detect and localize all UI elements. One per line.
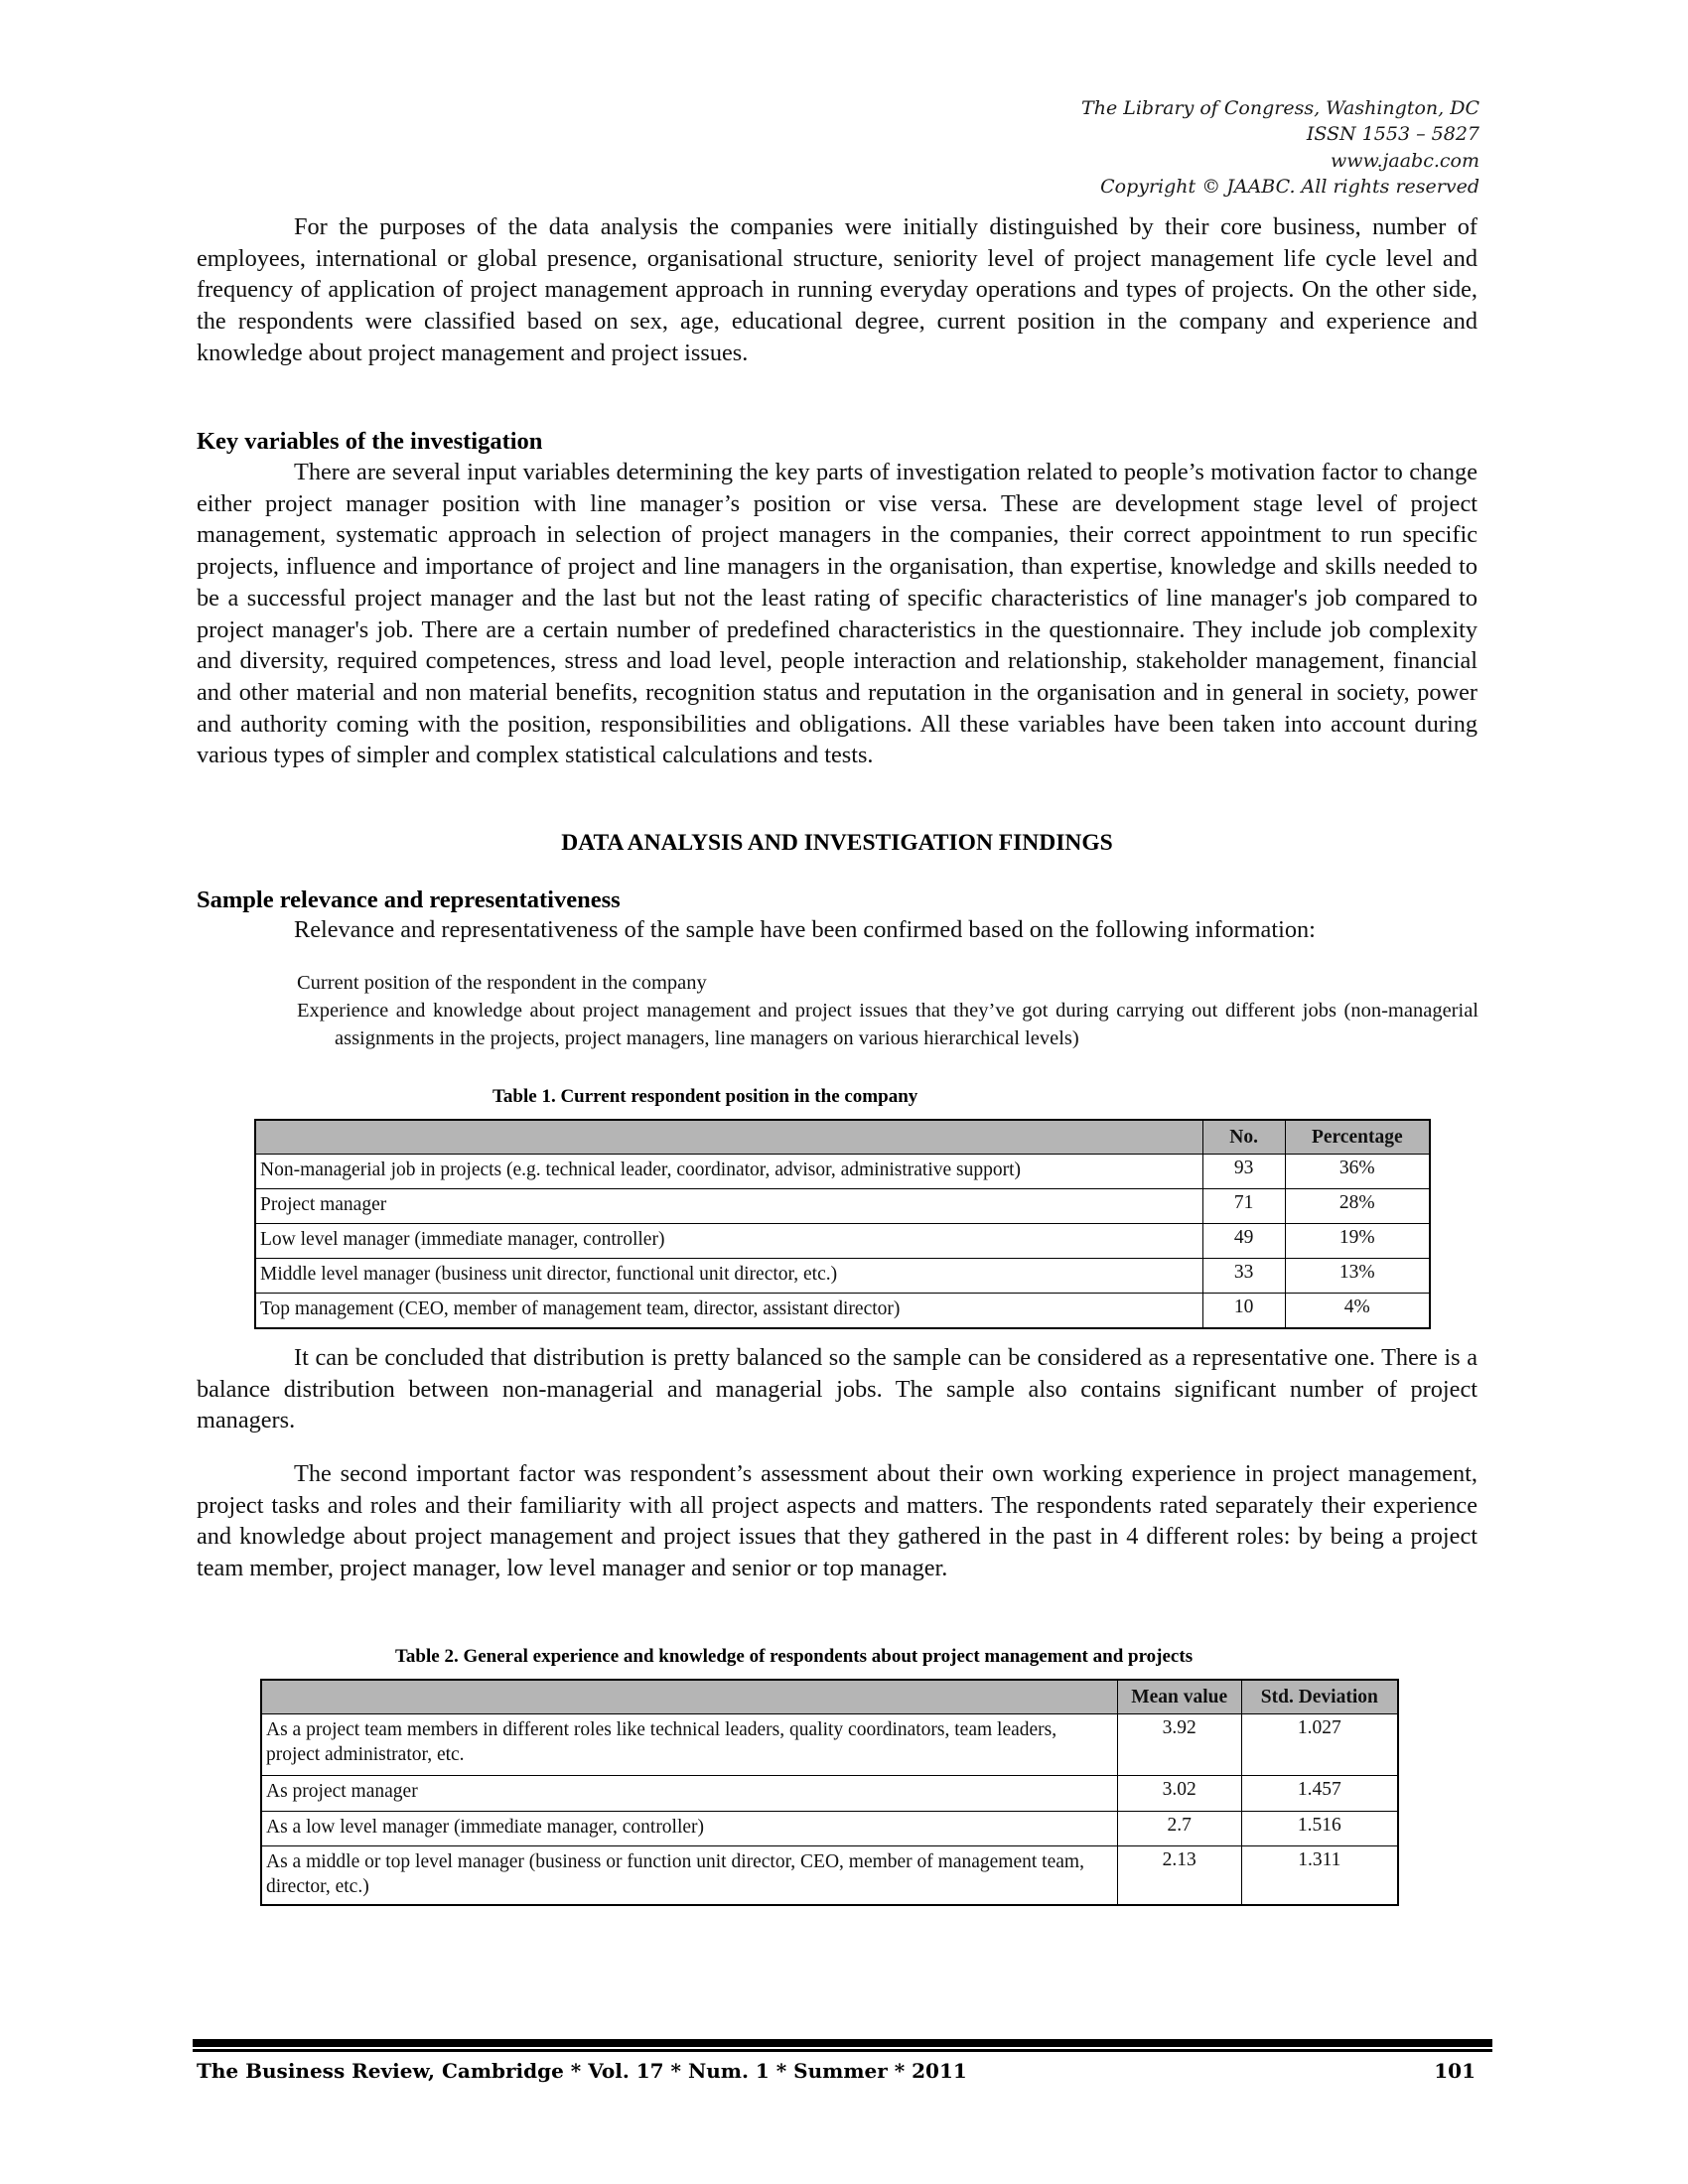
table1-cell-percentage: 4% — [1285, 1294, 1430, 1329]
table2-cell-role: As project manager — [261, 1776, 1117, 1812]
table1-cell-position: Project manager — [255, 1189, 1202, 1224]
paragraph-second-factor: The second important factor was respondent’s assessment about their own working experience in project management, project tasks and roles and their familiarity with all project aspects and matters. The respondents rated separately their experience and knowledge about project management and project issues that they gathered in the past in 4 different roles: by being a project team member, project manager, low level manager and senior or top manager. — [197, 1460, 1477, 1582]
table-row — [255, 1224, 1430, 1259]
table1-cell-position: Middle level manager (business unit director, functional unit director, etc.) — [255, 1259, 1202, 1294]
table2 — [260, 1679, 1399, 1906]
table2-cell-std: 1.457 — [1241, 1776, 1398, 1812]
table-row — [261, 1846, 1398, 1905]
table1-cell-percentage: 13% — [1285, 1259, 1430, 1294]
heading-sample-relevance: Sample relevance and representativeness — [197, 887, 621, 913]
header-line-website: www.jaabc.com — [1330, 149, 1479, 172]
table-row — [255, 1259, 1430, 1294]
table1-cell-position: Top management (CEO, member of management team, director, assistant director) — [255, 1294, 1202, 1329]
table1-caption: Table 1. Current respondent position in the company — [492, 1086, 918, 1107]
paragraph-key-variables: There are several input variables determining the key parts of investigation related to people’s motivation factor to change either project manager position with line manager’s position or vise versa. These are development stage level of project management, systematic approach in selection of project managers in the companies, their correct appointment to run specific projects, influence and importance of project and line managers in the organisation, than expertise, knowledge and skills needed to be a successful project manager and the last but not the least rating of specific characteristics of line manager's job compared to project manager's job. There are a certain number of predefined characteristics in the questionnaire. They include job complexity and diversity, required competences, stress and load level, people interaction and relationship, stakeholder management, financial and other material and non material benefits, recognition status and reputation in the organisation and in general in society, power and authority coming with the position, responsibilities and obligations. All these variables have been taken into account during various types of simpler and complex statistical calculations and tests. — [197, 459, 1477, 769]
list-item: Current position of the respondent in the company — [297, 972, 707, 994]
footer-rule-thick — [193, 2039, 1492, 2047]
footer-rule-thin — [193, 2049, 1492, 2052]
table2-cell-role: As a middle or top level manager (business or function unit director, CEO, member of management team, director, etc.) — [261, 1846, 1117, 1905]
table1-cell-count: 33 — [1202, 1259, 1285, 1294]
header-line-library: The Library of Congress, Washington, DC — [1081, 97, 1479, 119]
heading-key-variables: Key variables of the investigation — [197, 428, 543, 455]
page-number: 101 — [1434, 2059, 1476, 2083]
table1-header-percentage: Percentage — [1285, 1120, 1430, 1155]
footer-journal-info: The Business Review, Cambridge * Vol. 17 * Num. 1 * Summer * 2011 — [197, 2059, 967, 2083]
table2-cell-mean: 3.02 — [1117, 1776, 1241, 1812]
table2-cell-std: 1.311 — [1241, 1846, 1398, 1905]
table1-cell-position: Low level manager (immediate manager, controller) — [255, 1224, 1202, 1259]
table1-cell-position: Non-managerial job in projects (e.g. technical leader, coordinator, advisor, administrative support) — [255, 1155, 1202, 1189]
table-row — [261, 1776, 1398, 1812]
section-heading: DATA ANALYSIS AND INVESTIGATION FINDINGS — [561, 830, 1113, 856]
table1-header-count: No. — [1202, 1120, 1285, 1155]
table1-cell-percentage: 19% — [1285, 1224, 1430, 1259]
table2-cell-role: As a low level manager (immediate manager, controller) — [261, 1812, 1117, 1846]
table1-cell-count: 71 — [1202, 1189, 1285, 1224]
table1-cell-count: 10 — [1202, 1294, 1285, 1329]
table1-cell-percentage: 36% — [1285, 1155, 1430, 1189]
table2-cell-std: 1.516 — [1241, 1812, 1398, 1846]
table1-cell-percentage: 28% — [1285, 1189, 1430, 1224]
running-header — [1081, 95, 1479, 200]
header-line-issn: ISSN 1553 – 5827 — [1306, 123, 1479, 146]
table-row — [261, 1714, 1398, 1776]
table2-caption: Table 2. General experience and knowledge of respondents about project management and projects — [395, 1646, 1194, 1667]
table2-cell-role: As a project team members in different roles like technical leaders, quality coordinators, team leaders, project administrator, etc. — [261, 1714, 1117, 1776]
table-row — [255, 1294, 1430, 1329]
table-header-row — [255, 1120, 1430, 1155]
table-row — [255, 1189, 1430, 1224]
sample-criteria-list — [297, 969, 1478, 1052]
table2-cell-mean: 3.92 — [1117, 1714, 1241, 1776]
table1-cell-count: 93 — [1202, 1155, 1285, 1189]
paragraph-intro: For the purposes of the data analysis the companies were initially distinguished by their core business, number of employees, international or global presence, organisational structure, seniority level of project management life cycle level and frequency of application of project management approach in running everyday operations and types of projects. On the other side, the respondents were classified based on sex, age, educational degree, current position in the company and experience and knowledge about project management and project issues. — [197, 213, 1477, 366]
table1 — [254, 1119, 1431, 1329]
list-item: Experience and knowledge about project management and project issues that they’ve got during carrying out different jobs (non-managerial assignments in the projects, project managers, line managers on various hierarchical levels) — [297, 1000, 1478, 1049]
table2-cell-mean: 2.7 — [1117, 1812, 1241, 1846]
table-header-row — [261, 1680, 1398, 1714]
table2-header-label — [261, 1680, 1117, 1714]
table-row — [255, 1155, 1430, 1189]
paragraph-conclusion: It can be concluded that distribution is pretty balanced so the sample can be considered as a representative one. There is a balance distribution between non-managerial and managerial jobs. The sample also contains significant number of project managers. — [197, 1344, 1477, 1434]
table-row — [261, 1812, 1398, 1846]
table2-header-std: Std. Deviation — [1241, 1680, 1398, 1714]
paragraph-sample-intro: Relevance and representativeness of the sample have been confirmed based on the following information: — [294, 916, 1316, 943]
table2-cell-mean: 2.13 — [1117, 1846, 1241, 1905]
header-line-copyright: Copyright © JAABC. All rights reserved — [1100, 175, 1479, 198]
table1-header-label — [255, 1120, 1202, 1155]
table1-cell-count: 49 — [1202, 1224, 1285, 1259]
table2-header-mean: Mean value — [1117, 1680, 1241, 1714]
table2-cell-std: 1.027 — [1241, 1714, 1398, 1776]
